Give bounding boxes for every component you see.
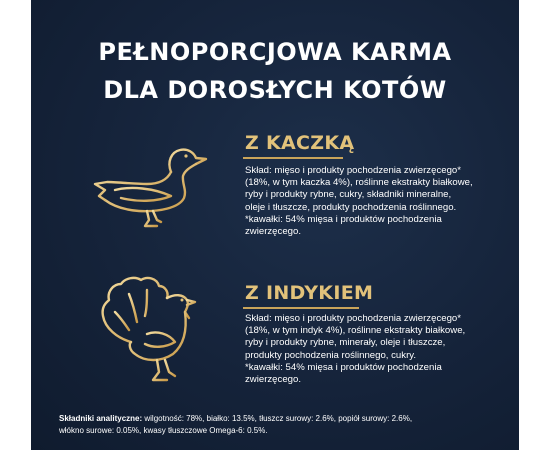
analytical-label: Składniki analityczne:: [59, 414, 143, 423]
turkey-composition-text: [245, 313, 495, 386]
turkey-section-heading: Z INDYKIEM: [245, 282, 374, 304]
product-info-panel: [31, 0, 519, 450]
composition-line: zwierzęcego.: [245, 374, 301, 386]
duck-icon: [87, 140, 217, 230]
composition-line: *kawałki: 54% mięsa i produktów pochodzenia: [245, 213, 442, 225]
analytical-components: [59, 413, 499, 436]
composition-line: zwierzęcego.: [245, 226, 301, 238]
composition-line: *kawałki: 54% mięsa i produktów pochodzenia: [245, 361, 442, 373]
composition-line: (18%, w tym kaczka 4%), roślinne ekstrakty białkowe,: [245, 177, 473, 189]
page-title-line-2: DLA DOROSŁYCH KOTÓW: [103, 76, 447, 104]
page-title-line-1: PEŁNOPORCJOWA KARMA: [98, 38, 452, 66]
composition-line: ryby i produkty rybne, cukry, składniki mineralne,: [245, 189, 452, 201]
analytical-line-1: [59, 413, 499, 425]
analytical-values: wilgotność: 78%, białko: 13.5%, tłuszcz surowy: 2.6%, popiół surowy: 2.6%,: [142, 414, 413, 423]
analytical-line-2: włókno surowe: 0.05%, kwasy tłuszczowe Omega-6: 0.5%.: [59, 425, 268, 435]
turkey-heading-underline: [243, 307, 359, 309]
composition-line: Skład: mięso i produkty pochodzenia zwierzęcego*: [245, 165, 461, 176]
turkey-icon: [95, 272, 215, 388]
composition-line: produkty pochodzenia roślinnego, cukry.: [245, 349, 417, 361]
composition-line: (18%, w tym indyk 4%), roślinne ekstrakty białkowe,: [245, 325, 466, 337]
composition-line: ryby i produkty rybne, minerały, oleje i tłuszcze,: [245, 337, 446, 349]
duck-section-heading: Z KACZKĄ: [245, 132, 355, 154]
duck-heading-underline: [243, 157, 343, 159]
composition-line: oleje i tłuszcze, produkty pochodzenia roślinnego.: [245, 201, 457, 213]
duck-composition-text: [245, 165, 495, 238]
composition-line: Skład: mięso i produkty pochodzenia zwierzęcego*: [245, 313, 461, 324]
